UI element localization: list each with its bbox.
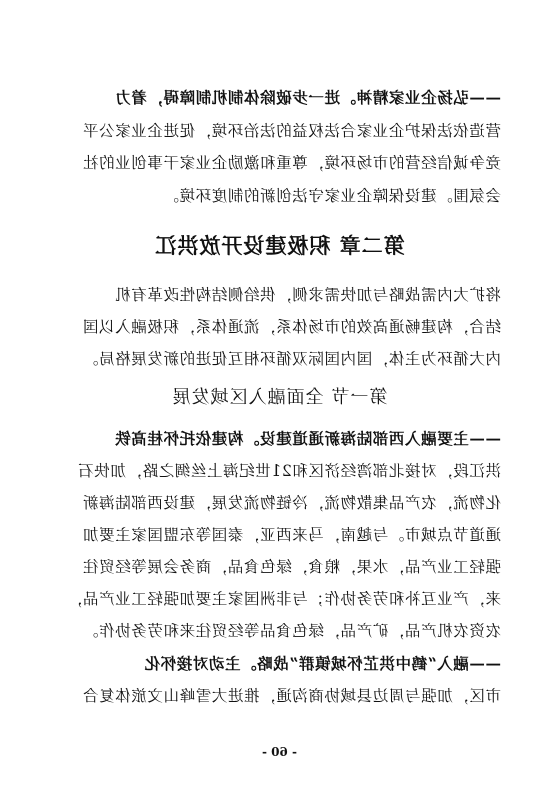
paragraph-line: 将扩大内需战略与加快需求侧，供给侧结构性改革有机 — [114, 286, 501, 304]
paragraph-line: 化物流，农产品集散物流，冷链物流发展，建设西部陆海新 — [82, 494, 501, 512]
paragraph-line: ——弘扬企业家精神。进一步破除体制机制障碍，着力 — [114, 88, 501, 107]
paragraph-line: ——融入“鹤中洪芷怀城镇群”战略。主动对接怀化 — [143, 654, 501, 673]
paragraph-line: 结合，构建畅通高效的市场体系，流通体系，积极融入以国 — [82, 318, 501, 336]
paragraph-line: ——主要融入西部陆海新通道建设。构建依托怀桂高铁 — [114, 429, 501, 448]
paragraph-line: 强轻工业产品，水果，粮食，绿色食品，商务会展等经贸往 — [82, 558, 501, 576]
paragraph-line: 来，产业互补和劳务协作；与非洲国家主要加强轻工业产品， — [66, 590, 501, 608]
paragraph-line: 市区，加强与周边县域协商沟通，推进大雪峰山文旅体复合 — [82, 687, 501, 705]
paragraph-line: 内大循环为主体，国内国际双循环相互促进的新发展格局。 — [82, 350, 501, 368]
paragraph-line: 竞争诚信经营的市场环境，尊重和激励企业家干事创业的社 — [82, 154, 501, 172]
paragraph-line: 通道节点城市。与越南，马来西亚，泰国等东盟国家主要加 — [82, 526, 501, 544]
chapter-heading: 第二章 积极建设开放洪江 — [154, 233, 405, 258]
section-heading: 第一节 全面融入区域发展 — [171, 387, 388, 408]
paragraph-line: 农资农机产品，矿产品，绿色食品等经贸往来和劳务协作。 — [82, 622, 501, 640]
paragraph-line: 会氛围。建设保障企业家守法创新的制度环境。 — [162, 187, 501, 205]
paragraph-line: 洪江段，对接北部湾经济区和21世纪海上丝绸之路，加快石 — [77, 462, 501, 480]
page-number: - 60 - — [262, 745, 298, 759]
paragraph-line: 营造依法保护企业家合法权益的法治环境，促进企业家公平 — [82, 122, 501, 140]
